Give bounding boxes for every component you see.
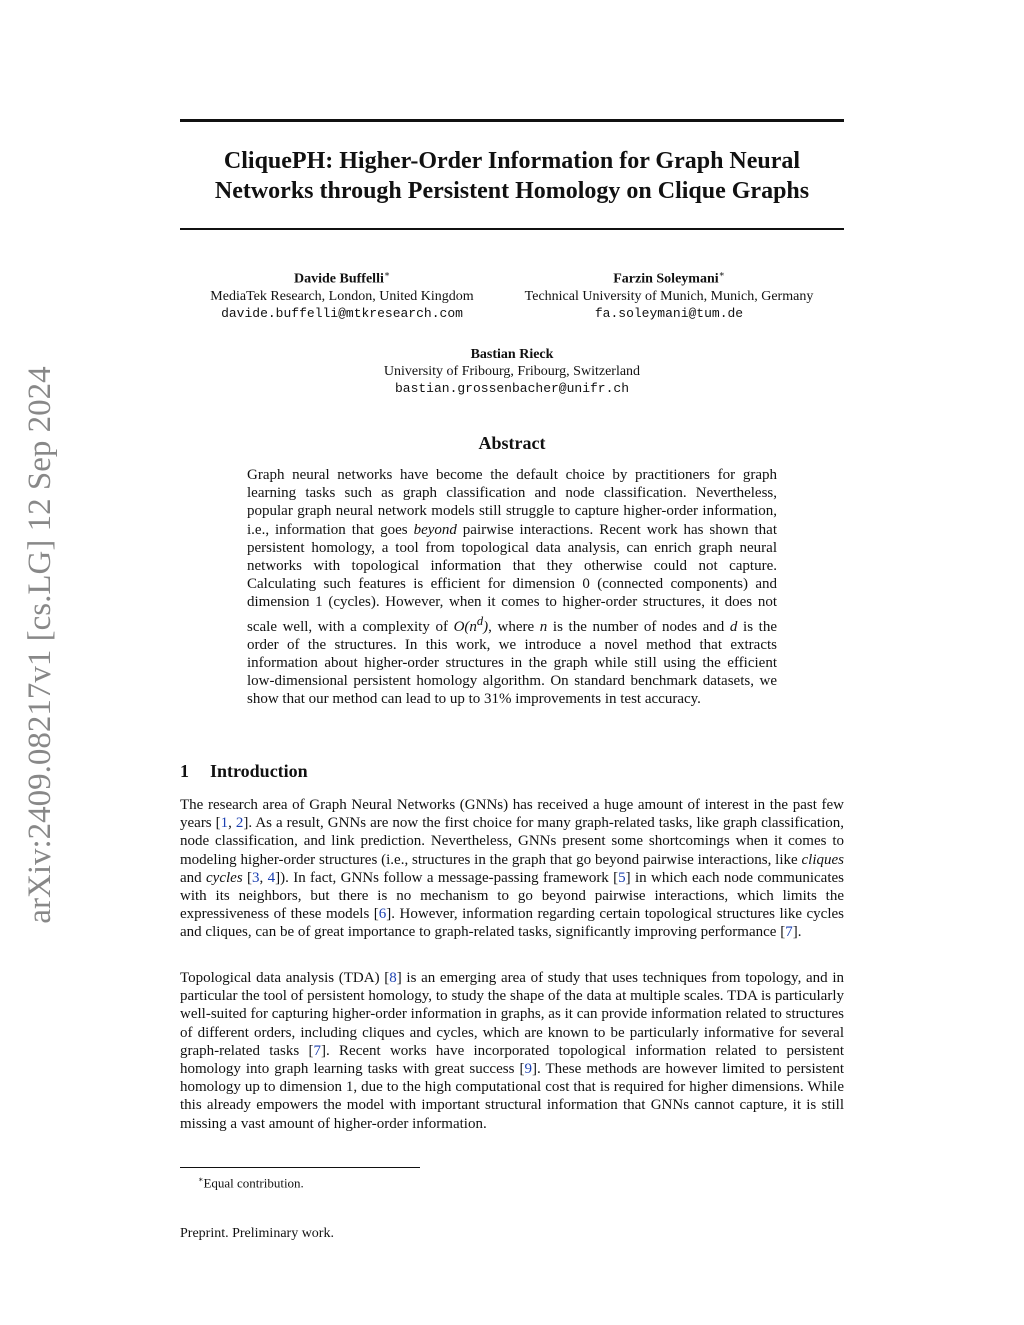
author-email[interactable]: fa.soleymani@tum.de — [594, 305, 744, 321]
footnote-mark: ∗ — [198, 1175, 204, 1184]
author-email[interactable]: davide.buffelli@mtkresearch.com — [221, 305, 463, 321]
footnote-rule — [180, 1167, 420, 1168]
citation-link[interactable]: 5 — [618, 869, 626, 886]
author-name: Bastian Rieck — [470, 347, 554, 362]
author-block-3 — [342, 346, 682, 397]
author-affiliation: Technical University of Munich, Munich, Germany — [524, 288, 814, 304]
title-bottom-rule — [180, 228, 844, 230]
section-heading-introduction — [180, 760, 308, 782]
footnote — [198, 1172, 304, 1191]
citation-link[interactable]: 9 — [524, 1061, 532, 1078]
citation-link[interactable]: 6 — [378, 906, 387, 923]
citation-link[interactable]: 4 — [267, 869, 276, 886]
footnote-text: Equal contribution. — [203, 1175, 304, 1191]
author-mark: ∗ — [718, 269, 725, 279]
preprint-note: Preprint. Preliminary work. — [180, 1226, 334, 1241]
citation-link[interactable]: 1 — [220, 815, 229, 832]
intro-paragraph-1: The research area of Graph Neural Networks (GNNs) has received a huge amount of interest in the past few years [1, 2]. As a result, GNNs are now the first choice for many graph-related tasks, like graph classification, node classification, and link prediction. Nevertheless, GNNs present some shortcomings when it comes to modeling higher-order structures (i.e., structures in the graph that go beyond pairwise interactions, like cliques and cycles [3, 4]). In fact, GNNs follow a message-passing framework [5] in which each node communicates with its neighbors, but there is no mechanism to go beyond pairwise interactions, which limits the expressiveness of these models [6]. However, information regarding certain topological structures like cycles and cliques, can be of great importance to graph-related tasks, significantly improving performance [7]. — [180, 797, 844, 941]
author-block-1 — [190, 266, 494, 322]
citation-link[interactable]: 8 — [389, 970, 397, 986]
title-top-rule — [180, 119, 844, 122]
abstract-text: Graph neural networks have become the default choice by practitioners for graph learning tasks such as graph classification and node classification. Nevertheless, popular graph neural network models still struggle to capture higher-order information, i.e., information that goes beyond pairwise interactions. Recent work has shown that persistent homology, a tool from topological data analysis, can enrich graph neural networks with topological information that they otherwise could not capture. Calculating such features is efficient for dimension 0 (connected components) and dimension 1 (cycles). However, when it comes to higher-order structures, it does not scale well, with a complexity of $O(n^d)$, where n is the number of nodes and d is the order of the structures. In this work, we introduce a novel method that extracts information about higher-order structures in the graph while still using the efficient low-dimensional persistent homology algorithm. On standard benchmark datasets, we show that our method can lead to up to 31% improvements in test accuracy. — [247, 467, 777, 708]
arxiv-identifier-stamp: arXiv:2409.08217v1 [cs.LG] 12 Sep 2024 — [22, 366, 58, 924]
author-name: Davide Buffelli — [294, 271, 384, 287]
citation-link[interactable]: 7 — [313, 1042, 322, 1059]
paper-title: CliquePH: Higher-Order Information for Graph Neural Networks through Persistent Homology on Clique Graphs — [214, 148, 810, 204]
citation-link[interactable]: 7 — [785, 924, 793, 941]
author-name: Farzin Soleymani — [613, 271, 719, 287]
section-title: Introduction — [210, 761, 308, 781]
citation-link[interactable]: 3 — [252, 869, 260, 886]
abstract-heading: Abstract — [478, 433, 546, 453]
author-mark: ∗ — [383, 269, 390, 279]
intro-paragraph-2: Topological data analysis (TDA) [8] is an emerging area of study that uses techniques from topology, and in particular the tool of persistent homology, to study the shape of the data at multiple scales. TDA is particularly well-suited for capturing higher-order information in graphs, as it can provide information related to structures of different orders, including cliques and cycles, which are known to be particularly informative for several graph-related tasks [7]. Recent works have incorporated topological information related to persistent homology into graph learning tasks with great success [9]. These methods are however limited to persistent homology up to dimension 1, due to the high computational cost that is required for higher dimensions. While this already empowers the model with important structural information that GNNs cannot capture, it is still missing a vast amount of higher-order information. — [180, 970, 844, 1132]
author-affiliation: MediaTek Research, London, United Kingdom — [210, 288, 474, 304]
section-number: 1 — [180, 761, 189, 781]
author-block-2 — [510, 266, 828, 322]
citation-link[interactable]: 2 — [235, 815, 244, 832]
author-email[interactable]: bastian.grossenbacher@unifr.ch — [394, 381, 630, 396]
author-affiliation: University of Fribourg, Fribourg, Switzerland — [383, 364, 641, 379]
